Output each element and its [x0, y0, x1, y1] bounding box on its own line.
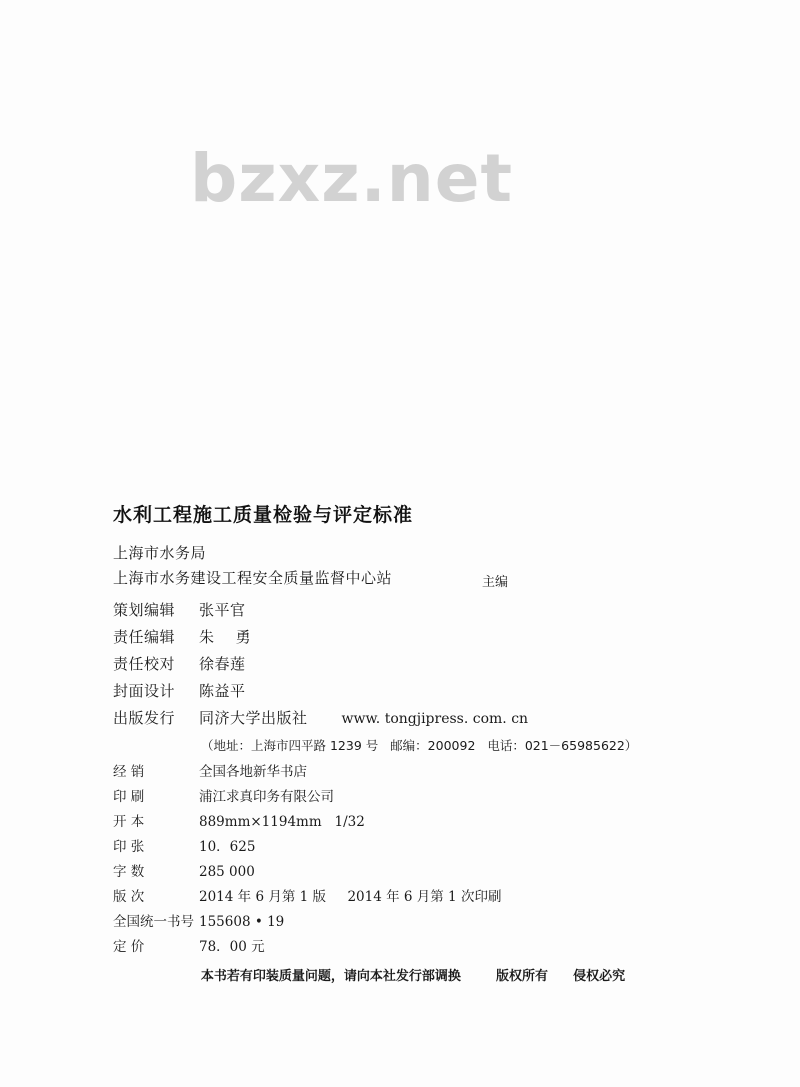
chief-editor-role-label: 主编 — [481, 575, 508, 590]
footer-note — [113, 965, 713, 984]
publisher-address: （地址：上海市四平路 1239 号 邮编：200092 电话：021－65985622） — [201, 738, 638, 753]
detail-key: 经 销 — [113, 764, 145, 780]
detail-key: 全国统一书号 — [113, 914, 194, 930]
credit-value: 陈益平 — [199, 682, 246, 700]
detail-value: 全国各地新华书店 — [199, 764, 307, 780]
credit-row — [113, 678, 713, 705]
editor-organizations — [113, 541, 713, 591]
detail-row — [113, 885, 713, 910]
credit-key: 责任校对 — [113, 655, 176, 673]
detail-value: 10．625 — [199, 839, 256, 855]
copyright-notice: 版权所有 — [495, 969, 548, 984]
exchange-note: 本书若有印装质量问题，请向本社发行部调换 — [200, 969, 461, 984]
credit-value: 徐春莲 — [199, 655, 246, 673]
editor-org-line-2: 上海市水务建设工程安全质量监督中心站 — [113, 569, 393, 587]
detail-value: 78．00 元 — [199, 939, 265, 955]
book-title: 水利工程施工质量检验与评定标准 — [113, 504, 414, 526]
infringement-warning: 侵权必究 — [573, 969, 626, 984]
detail-value: 浦江求真印务有限公司 — [199, 789, 334, 805]
editor-org-line-1: 上海市水务局 — [113, 544, 207, 562]
detail-value: 2014 年 6 月第 1 版 2014 年 6 月第 1 次印刷 — [199, 889, 502, 905]
detail-value: 155608 • 19 — [199, 914, 285, 930]
detail-key: 定 价 — [113, 939, 145, 955]
detail-key: 版 次 — [113, 889, 145, 905]
publisher-row — [113, 705, 713, 733]
publisher-key: 出版发行 — [113, 709, 176, 727]
detail-row — [113, 760, 713, 785]
detail-key: 字 数 — [113, 864, 145, 880]
detail-row — [113, 810, 713, 835]
credit-key: 策划编辑 — [113, 601, 176, 619]
credit-key: 责任编辑 — [113, 628, 176, 646]
detail-value: 285 000 — [199, 864, 255, 880]
detail-value: 889mm×1194mm 1/32 — [199, 814, 365, 830]
detail-row — [113, 785, 713, 810]
watermark-text: bzxz.net — [190, 140, 514, 217]
credit-row — [113, 651, 713, 678]
detail-key: 印 刷 — [113, 789, 145, 805]
publisher-website[interactable]: www. tongjipress. com. cn — [341, 711, 529, 727]
detail-row — [113, 910, 713, 935]
detail-key: 印 张 — [113, 839, 145, 855]
credit-row — [113, 597, 713, 624]
credit-value: 张平官 — [199, 601, 246, 619]
publisher-name: 同济大学出版社 — [199, 709, 308, 727]
credit-key: 封面设计 — [113, 682, 176, 700]
detail-row — [113, 835, 713, 860]
credit-row — [113, 624, 713, 651]
colophon-block — [113, 500, 713, 960]
detail-row — [113, 860, 713, 885]
detail-key: 开 本 — [113, 814, 145, 830]
credit-value: 朱 勇 — [199, 628, 252, 646]
detail-row — [113, 935, 713, 960]
